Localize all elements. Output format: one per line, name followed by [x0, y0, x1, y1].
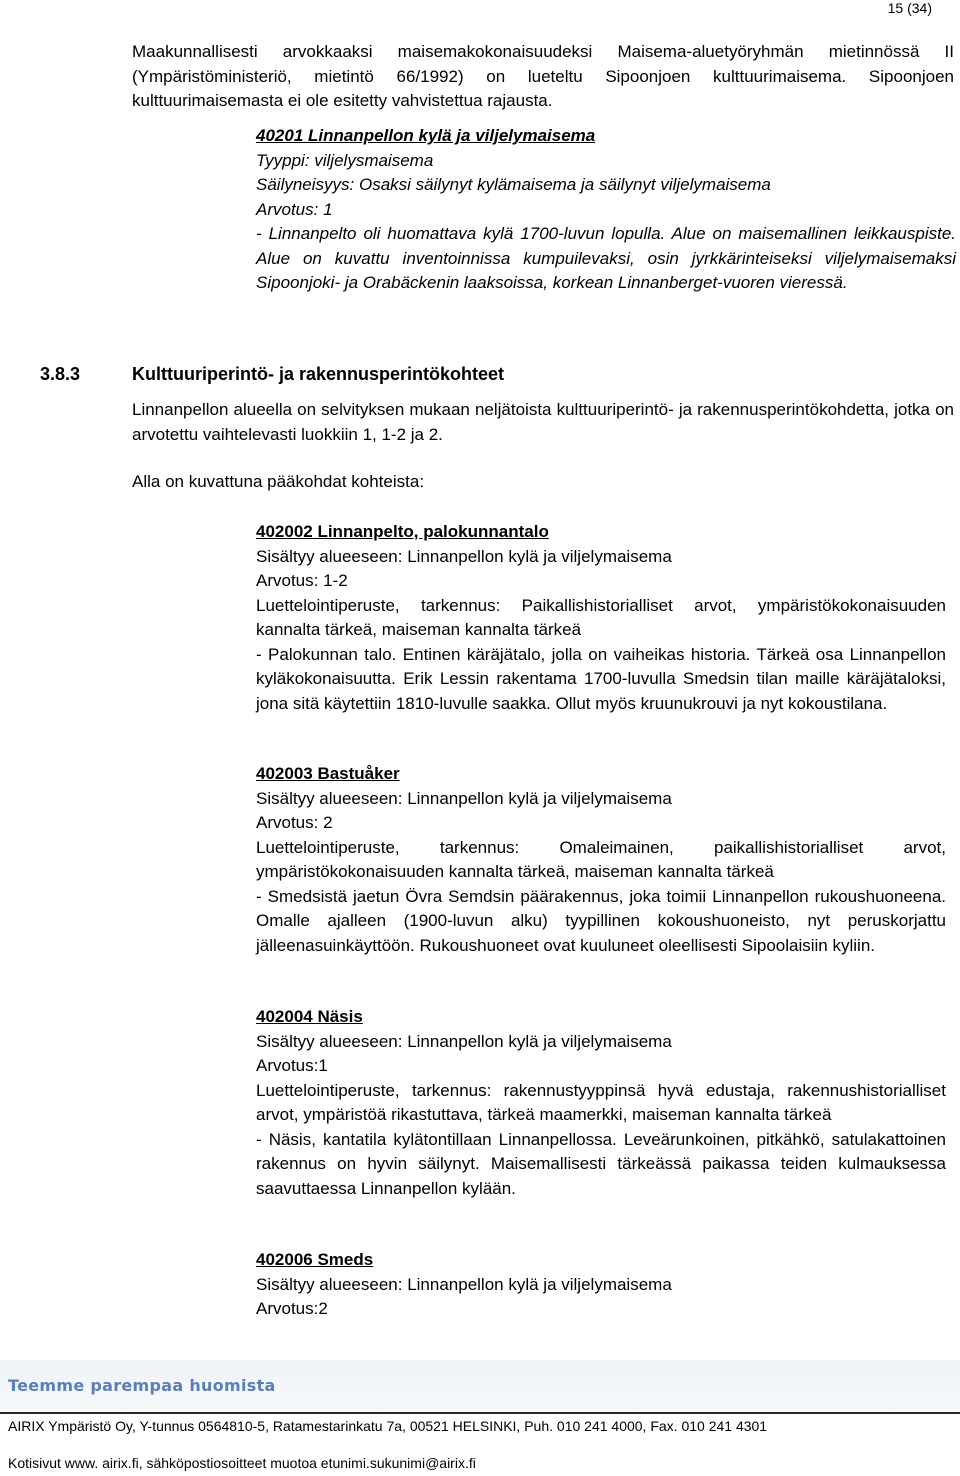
entry-area: Sisältyy alueeseen: Linnanpellon kylä ja viljelymaisema [256, 1274, 672, 1294]
landscape-preservation: Säilyneisyys: Osaksi säilynyt kylämaisema ja säilynyt viljelymaisema [256, 175, 771, 194]
entry-402004 [256, 1005, 946, 1201]
page-number: 15 (34) [887, 0, 932, 16]
footer-company-info: AIRIX Ympäristö Oy, Y-tunnus 0564810-5, Ratamestarinkatu 7a, 00521 HELSINKI, Puh. 010 241 4000, Fax. 010 241 4301 [8, 1418, 768, 1434]
landscape-description: - Linnanpelto oli huomattava kylä 1700-luvun lopulla. Alue on maisemallinen leikkauspiste. Alue on kuvattu inventoinnissa kumpuilevaksi, osin jyrkkärinteiseksi viljelymaisemaksi Sipoonjoki- ja Orabäckenin laaksoissa, korkean Linnanberget-vuoren vieressä. [256, 224, 956, 292]
entry-criteria: Luettelointiperuste, tarkennus: Paikallishistorialliset arvot, ympäristökokonaisuuden kannalta tärkeä, maiseman kannalta tärkeä [256, 595, 946, 639]
entry-area: Sisältyy alueeseen: Linnanpellon kylä ja viljelymaisema [256, 788, 672, 808]
entry-402003 [256, 762, 946, 958]
section-intro: Alla on kuvattuna pääkohdat kohteista: [132, 472, 425, 491]
landscape-rating: Arvotus: 1 [256, 199, 333, 219]
entry-criteria: Luettelointiperuste, tarkennus: Omaleimainen, paikallishistorialliset arvot, ympäristökokonaisuuden kannalta tärkeä, maiseman kannalta tärkeä [256, 837, 946, 881]
entry-title: 402002 Linnanpelto, palokunnantalo [256, 522, 549, 541]
footer-banner [0, 1360, 960, 1412]
section-paragraph: Linnanpellon alueella on selvityksen mukaan neljätoista kulttuuriperintö- ja rakennusperintökohdetta, jotka on arvotettu vaihtelevasti luokkiin 1, 1-2 ja 2. [132, 400, 954, 444]
entry-area: Sisältyy alueeseen: Linnanpellon kylä ja viljelymaisema [256, 546, 672, 566]
section-title: Kulttuuriperintö- ja rakennusperintökohteet [132, 364, 505, 384]
section-number: 3.8.3 [40, 364, 81, 384]
entry-rating: Arvotus:1 [256, 1056, 328, 1075]
entry-description: - Smedsistä jaetun Övra Semdsin päärakennus, joka toimii Linnanpellon rukoushuoneena. Omalle ajalleen (1900-luvun alku) tyypillinen kokoushuoneisto, nyt peruskorjattu jälleenasuinkäyttöön. Rukoushuoneet ovat kuuluneet oleellisesti Sipoolaisiin kyliin. [256, 886, 946, 955]
entry-criteria: Luettelointiperuste, tarkennus: rakennustyyppinsä hyvä edustaja, rakennushistorialliset arvot, ympäristöä rikastuttava, tärkeä maamerkki, maiseman kannalta tärkeä [256, 1080, 946, 1124]
footer-web-info: Kotisivut www. airix.fi, sähköpostiosoitteet muotoa etunimi.sukunimi@airix.fi [8, 1455, 476, 1471]
landscape-type: Tyyppi: viljelysmaisema [256, 150, 434, 170]
entry-rating: Arvotus: 1-2 [256, 571, 348, 590]
entry-402002 [256, 520, 946, 716]
intro-paragraph: Maakunnallisesti arvokkaaksi maisemakokonaisuudeksi Maisema-aluetyöryhmän mietinnössä II (Ympäristöministeriö, mietintö 66/1992) on lueteltu Sipoonjoen kulttuurimaisema. Sipoonjoen kulttuurimaisemasta ei ole esitetty vahvistettua rajausta. [132, 42, 954, 110]
section-heading [40, 364, 504, 385]
entry-rating: Arvotus: 2 [256, 813, 333, 832]
entry-title: 402006 Smeds [256, 1250, 374, 1269]
entry-title: 402004 Näsis [256, 1007, 363, 1026]
entry-description: - Näsis, kantatila kylätontillaan Linnanpellossa. Leveärunkoinen, pitkähkö, satulakattoinen rakennus on hyvin säilynyt. Maisemallisesti tärkeässä paikassa teiden kulmauksessa saavuttaessa Linnanpellon kylään. [256, 1129, 946, 1198]
entry-area: Sisältyy alueeseen: Linnanpellon kylä ja viljelymaisema [256, 1031, 672, 1051]
entry-description: - Palokunnan talo. Entinen käräjätalo, jolla on vaiheikas historia. Tärkeä osa Linnanpellon kyläkokonaisuutta. Erik Lessin rakentama 1700-luvulla Smedsin tilan maille käräjätaloksi, jona sitä käytettiin 1810-luvulle saakka. Ollut myös kruunukrouvi ja nyt kokoustilana. [256, 644, 946, 713]
footer-slogan: Teemme parempaa huomista [8, 1376, 276, 1395]
landscape-title: 40201 Linnanpellon kylä ja viljelymaisema [256, 126, 596, 145]
page-footer [0, 1360, 960, 1476]
footer-divider [0, 1412, 960, 1414]
entry-title: 402003 Bastuåker [256, 764, 400, 783]
entry-rating: Arvotus:2 [256, 1299, 328, 1318]
entry-402006 [256, 1248, 946, 1322]
landscape-block [256, 124, 956, 296]
